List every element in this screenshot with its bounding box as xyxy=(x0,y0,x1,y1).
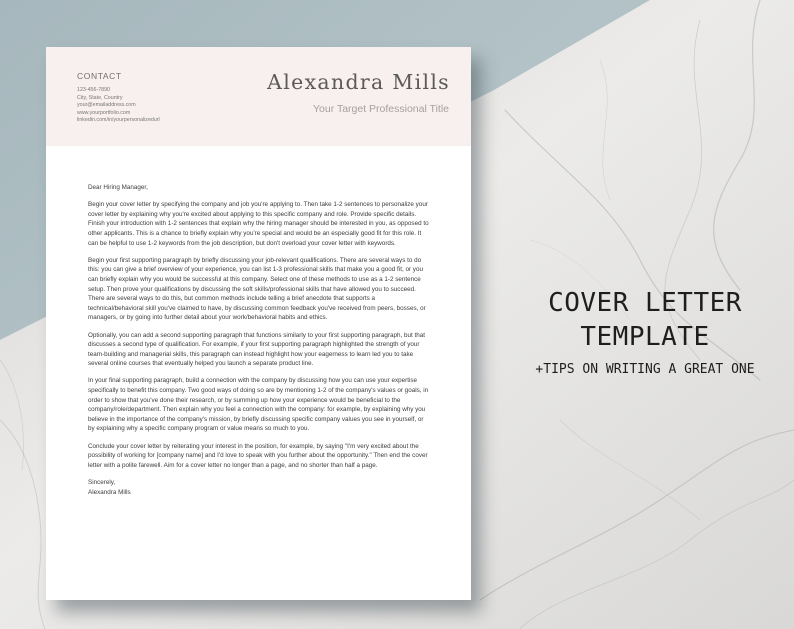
promo-title-line-2: TEMPLATE xyxy=(580,322,710,352)
closing: Sincerely, xyxy=(88,479,116,486)
letter-body xyxy=(88,183,430,497)
contact-phone: 123-456-7890 xyxy=(77,87,110,93)
letter-header xyxy=(46,47,471,146)
conclusion-paragraph: Conclude your cover letter by reiterating your interest in the position, for example, by saying "I'm very excited about the possibility of working for [company name] and I'd love to speak with you further about the opportunity." Then end the cover letter with a polite farewell. Aim for a cover letter no longer than a page, and no shorter than half a page. xyxy=(88,442,428,469)
contact-heading: CONTACT xyxy=(77,71,122,81)
salutation: Dear Hiring Manager, xyxy=(88,184,148,191)
promo-subtitle: +TIPS ON WRITING A GREAT ONE xyxy=(535,362,755,377)
target-job-title: Your Target Professional Title xyxy=(313,103,449,115)
contact-email: your@emailaddress.com xyxy=(77,102,136,108)
final-supporting-paragraph: In your final supporting paragraph, build a connection with the company by discussing how you can use your expertise specifically to benefit this company. Two good ways of doing so are by mentioning 1-2 of the company's values or goals, in order to show that you've done their research, or by summing up how your experience would be beneficial to the company/role/department. Then explain why you feel a connection with the company: for example, by explaining why you believe in the importance of the company's mission, by briefly discussing specific company values you see in yourself, or by explaining why a specific company program or value means so much to you. xyxy=(88,377,429,433)
intro-paragraph: Begin your cover letter by specifying the company and job you're applying to. Then take 1-2 sentences to personalize your cover letter by explaining why you're excited about applying to this specific company and role. Provide specific details. Finish your introduction with 1-2 sentences that explain why the hiring manager should be interested in you, as opposed to other applicants. This is a chance to briefly explain why you're special and would be an especially good fit for this role. It can be helpful to use 1-2 keywords from the job description, but don't overload your cover letter with keywords. xyxy=(88,201,429,247)
supporting-paragraph-1: Begin your first supporting paragraph by briefly discussing your job-relevant qualifications. There are several ways to do this: you can give a brief overview of your experience, you can list 1-3 professional skills that make you a good fit, or you can briefly explain why you would be successful at this company. Select one of these methods to use as a 1-2 sentence setup. Then prove your qualifications by discussing the soft skills/professional skills that have allowed you to succeed. There are several ways to do this, but common methods include telling a brief anecdote that supports a technical/behavioral skill you've claimed to have, by discussing common feedback you've received from peers, bosses, or managers, or by going into further detail about your work/behavioral habits and ethics. xyxy=(88,256,426,322)
contact-linkedin: linkedin.com/in/yourpersonalizedurl xyxy=(77,117,160,123)
promo-title-line-1: COVER LETTER xyxy=(548,288,742,318)
cover-letter-page xyxy=(46,47,471,600)
contact-portfolio: www.yourportfolio.com xyxy=(77,109,131,116)
contact-details xyxy=(77,87,160,125)
applicant-name: Alexandra Mills xyxy=(267,70,450,94)
supporting-paragraph-2: Optionally, you can add a second supporting paragraph that functions similarly to your first supporting paragraph, but that discusses a second type of qualification. For example, if your first supporting paragraph highlighted the strength of your team-building and managerial skills, this paragraph can instead highlight how your eagerness to learn led you to take several online courses that eventually helped you launch a separate product line. xyxy=(88,331,425,368)
contact-location: City, State, Country xyxy=(77,94,123,101)
promo-title xyxy=(530,286,760,354)
signature: Alexandra Mills xyxy=(88,488,131,496)
